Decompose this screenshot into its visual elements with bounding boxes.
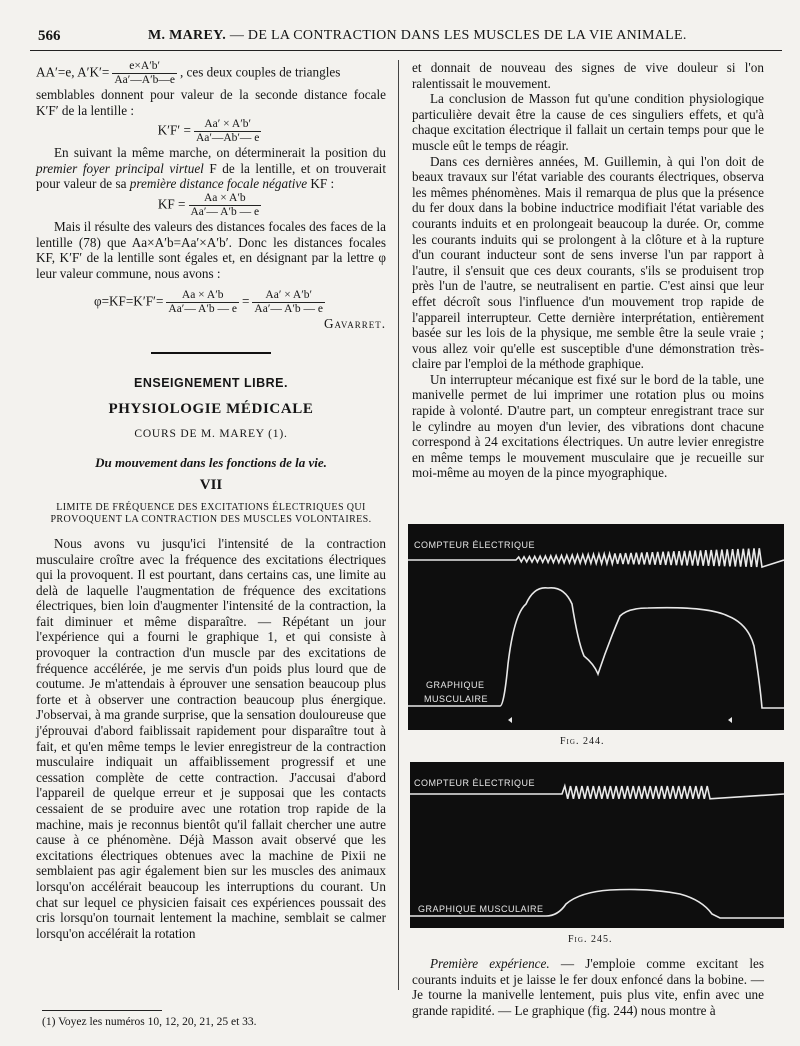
section-rule — [151, 352, 271, 354]
counter-trace — [408, 548, 784, 567]
fraction-numerator: e×A′b′ — [112, 60, 177, 74]
footnote-rule — [42, 1010, 162, 1011]
figure-244 — [408, 524, 784, 730]
equation-kf-prime — [36, 118, 386, 145]
eq-fragment-lhs: AA′=e, A′K′= — [36, 64, 110, 80]
figure-244-trace — [408, 524, 784, 730]
italic-term: Première expérience. — [430, 956, 550, 971]
footnote: (1) Voyez les numéros 10, 12, 20, 21, 25 et 33. — [42, 1016, 257, 1028]
running-head — [30, 26, 782, 48]
fig245-label-graph: GRAPHIQUE MUSCULAIRE — [418, 904, 544, 914]
paragraph: Nous avons vu jusqu'ici l'intensité de la contraction musculaire croître avec la fréquence des excitations électriques qui la provoquent. Il est pourtant, dans certains cas, une limite au delà de laquelle l'augmentation de fréquence des excitations électriques, bien loin d'augmenter l'intensité de la contraction, la fait diminuer et même disparaître. — Répétant un jour l'expérience qui a fourni le graphique 1, et qui consiste à provoquer la contraction d'un muscle par des excitations de fréquence accélérée, je me servis d'un poids plus lourd que de coutume. Je m'attendais à éprouver une sensation beaucoup plus forte et à observer une contraction beaucoup plus énergique. J'observai, à ma grande surprise, que la sensation douloureuse que j'éprouvai d'abord faiblissait rapidement pour disparaître tout à fait, et qu'en même temps le levier enregistreur de la contraction musculaire indiquait un affaiblissement progressif et une cessation complète de cette contraction. J'accusai d'abord l'appareil de quelque erreur et je supposai que les contacts cessaient de se produire avec une rotation trop rapide de la machine, mais je reconnus bientôt qu'il fallait chercher une autre cause à ce phénomène. Déjà Masson avait observé que les excitations électriques obtenues avec la machine de Pixii ne semblaient pas agir également bien sur les muscles des animaux lorsqu'on accélérait beaucoup les interruptions du courant. Un chat sur lequel ce physicien faisait ces expériences poussait des cris lorsqu'on tournait lentement la machine, semblait se calmer lorsqu'on accélérait la rotation — [36, 535, 386, 941]
text-run: En suivant la même marche, on déterminerait la position du — [54, 145, 386, 161]
equation-lhs: φ=KF=K′F′= — [93, 293, 164, 309]
fraction-numerator: Aa′ × A′b′ — [252, 289, 325, 303]
chapter-title: LIMITE DE FRÉQUENCE DES EXCITATIONS ÉLECTRIQUES QUI PROVOQUENT LA CONTRACTION DES MUSCLES VOLONTAIRES. — [50, 501, 372, 525]
fraction-numerator: Aa × A′b — [189, 192, 262, 206]
figure-245-caption: Fig. 245. — [568, 934, 613, 945]
equals-sign: = — [241, 293, 250, 309]
equation-fraction — [189, 192, 262, 219]
text-run: KF : — [307, 176, 335, 192]
fraction-denominator: Aa′— A′b — e — [254, 303, 324, 316]
text-run: F de la lentille, et on trouverait pour valeur de sa — [36, 160, 386, 192]
course-line: COURS DE M. MAREY (1). — [134, 428, 288, 441]
time-marks — [508, 717, 732, 723]
lecture-title: Du mouvement dans les fonctions de la vie. — [95, 454, 327, 470]
section-title: PHYSIOLOGIE MÉDICALE — [108, 400, 314, 417]
italic-term: première distance focale négative — [129, 176, 308, 192]
chapter-number: VII — [199, 477, 223, 494]
page-number: 566 — [38, 28, 61, 44]
fig244-label-graph-1: GRAPHIQUE — [426, 680, 485, 690]
equation-fraction — [194, 118, 261, 145]
header-rule — [30, 50, 782, 51]
paragraph: et donnait de nouveau des signes de vive douleur si l'on ralentissait le mouvement. — [412, 60, 764, 91]
fraction-denominator: Aa′—Ab′— e — [195, 132, 260, 145]
equation-fraction — [166, 289, 239, 316]
column-divider — [398, 60, 399, 990]
fig244-label-counter: COMPTEUR ÉLECTRIQUE — [414, 540, 536, 550]
fraction-denominator: Aa′—A′b—e — [114, 74, 175, 86]
paragraph — [36, 145, 386, 192]
paragraph: Un interrupteur mécanique est fixé sur le bord de la table, une manivelle permet de lui imprimer une rotation plus ou moins rapide à volonté. D'autre part, un compteur enregistrant trace sur le cylindre au moyen d'un levier, des vibrations dont chacune correspond à 24 excitations électriques. Un autre levier enregistre en même temps le mouvement musculaire que je recueille sur moi-même au moyen de la pince myographique. — [412, 371, 764, 481]
fig245-label-counter: COMPTEUR ÉLECTRIQUE — [414, 778, 536, 788]
equation-lhs: K′F′ = — [157, 122, 191, 138]
running-title-text: — DE LA CONTRACTION DANS LES MUSCLES DE LA VIE ANIMALE. — [229, 28, 687, 43]
text-run: — J'emploie comme excitant les courants induits et je laisse le fer doux enfoncé dans la bobine. — Je tourne la manivelle lentement, puis plus vite, enfin avec une grande rapidité. — Le graphique (fig. 244) nous montre à — [412, 956, 764, 1018]
fraction-numerator: Aa × A′b — [166, 289, 239, 303]
fig244-label-graph-2: MUSCULAIRE — [424, 694, 489, 704]
section-label: ENSEIGNEMENT LIBRE. — [134, 375, 288, 390]
equation-kf — [36, 192, 386, 219]
paragraph: La conclusion de Masson fut qu'une condition physiologique particulière devait être la cause de ces singuliers effets, et qu'à chaque excitation électrique il fallait un certain temps pour que le muscle eût le temps de réagir. — [412, 91, 764, 153]
fraction-denominator: Aa′— A′b — e — [190, 205, 260, 218]
figure-245-trace — [410, 762, 784, 928]
right-column — [412, 60, 764, 481]
fraction-denominator: Aa′— A′b — e — [168, 303, 237, 316]
running-title — [148, 28, 687, 44]
figure-244-caption: Fig. 244. — [560, 736, 605, 747]
equation-fragment — [36, 60, 386, 87]
paragraph: Dans ces dernières années, M. Guillemin, à qui l'on doit de beaux travaux sur l'état variable des courants électriques, observa les mêmes phénomènes. Mais il remarqua de plus que la présence du fer doux dans la bobine inductrice modifiait l'état variable des courants induits et en prolongeait beaucoup la durée. Or, comme les courants induits qui se prolongent à la clôture et à la rupture d'un courant inducteur sont de sens inverse l'un par rapport à l'autre, il s'ensuit que ces deux courants, s'ils se produisent trop près l'un de l'autre, se neutralisent en partie. C'est ainsi que leur effet décroît sous l'influence d'un mouvement trop rapide de l'appareil interrupteur. Cette dernière interprétation, entièrement basée sur les lois de la physique, me semble être la seule vraie ; vous allez voir qu'elle est susceptible d'une démonstration très-claire par l'emploi de la méthode graphique. — [412, 153, 764, 372]
paragraph: semblables donnent pour valeur de la seconde distance focale K′F′ de la lentille : — [36, 87, 386, 118]
right-column-continued — [412, 956, 764, 1018]
author-signature: Gavarret. — [324, 316, 386, 332]
equation-phi — [36, 289, 386, 316]
eq-fragment-fraction — [112, 60, 177, 87]
italic-term: premier foyer principal virtuel — [36, 160, 204, 176]
equation-fraction — [252, 289, 325, 316]
equation-lhs: KF = — [157, 196, 186, 212]
running-author: M. MAREY. — [148, 28, 227, 43]
left-column — [36, 60, 386, 941]
figure-245 — [410, 762, 784, 928]
fraction-numerator: Aa′ × A′b′ — [194, 118, 261, 132]
paragraph — [412, 956, 764, 1018]
paragraph: Mais il résulte des valeurs des distances focales des faces de la lentille (78) que Aa×A′b=Aa′×A′b′. Donc les distances focales KF, K′F′ de la lentille sont égales et, en désignant par la lettre φ leur valeur commune, nous avons : — [36, 218, 386, 281]
eq-fragment-rhs: , ces deux couples de triangles — [179, 64, 341, 80]
